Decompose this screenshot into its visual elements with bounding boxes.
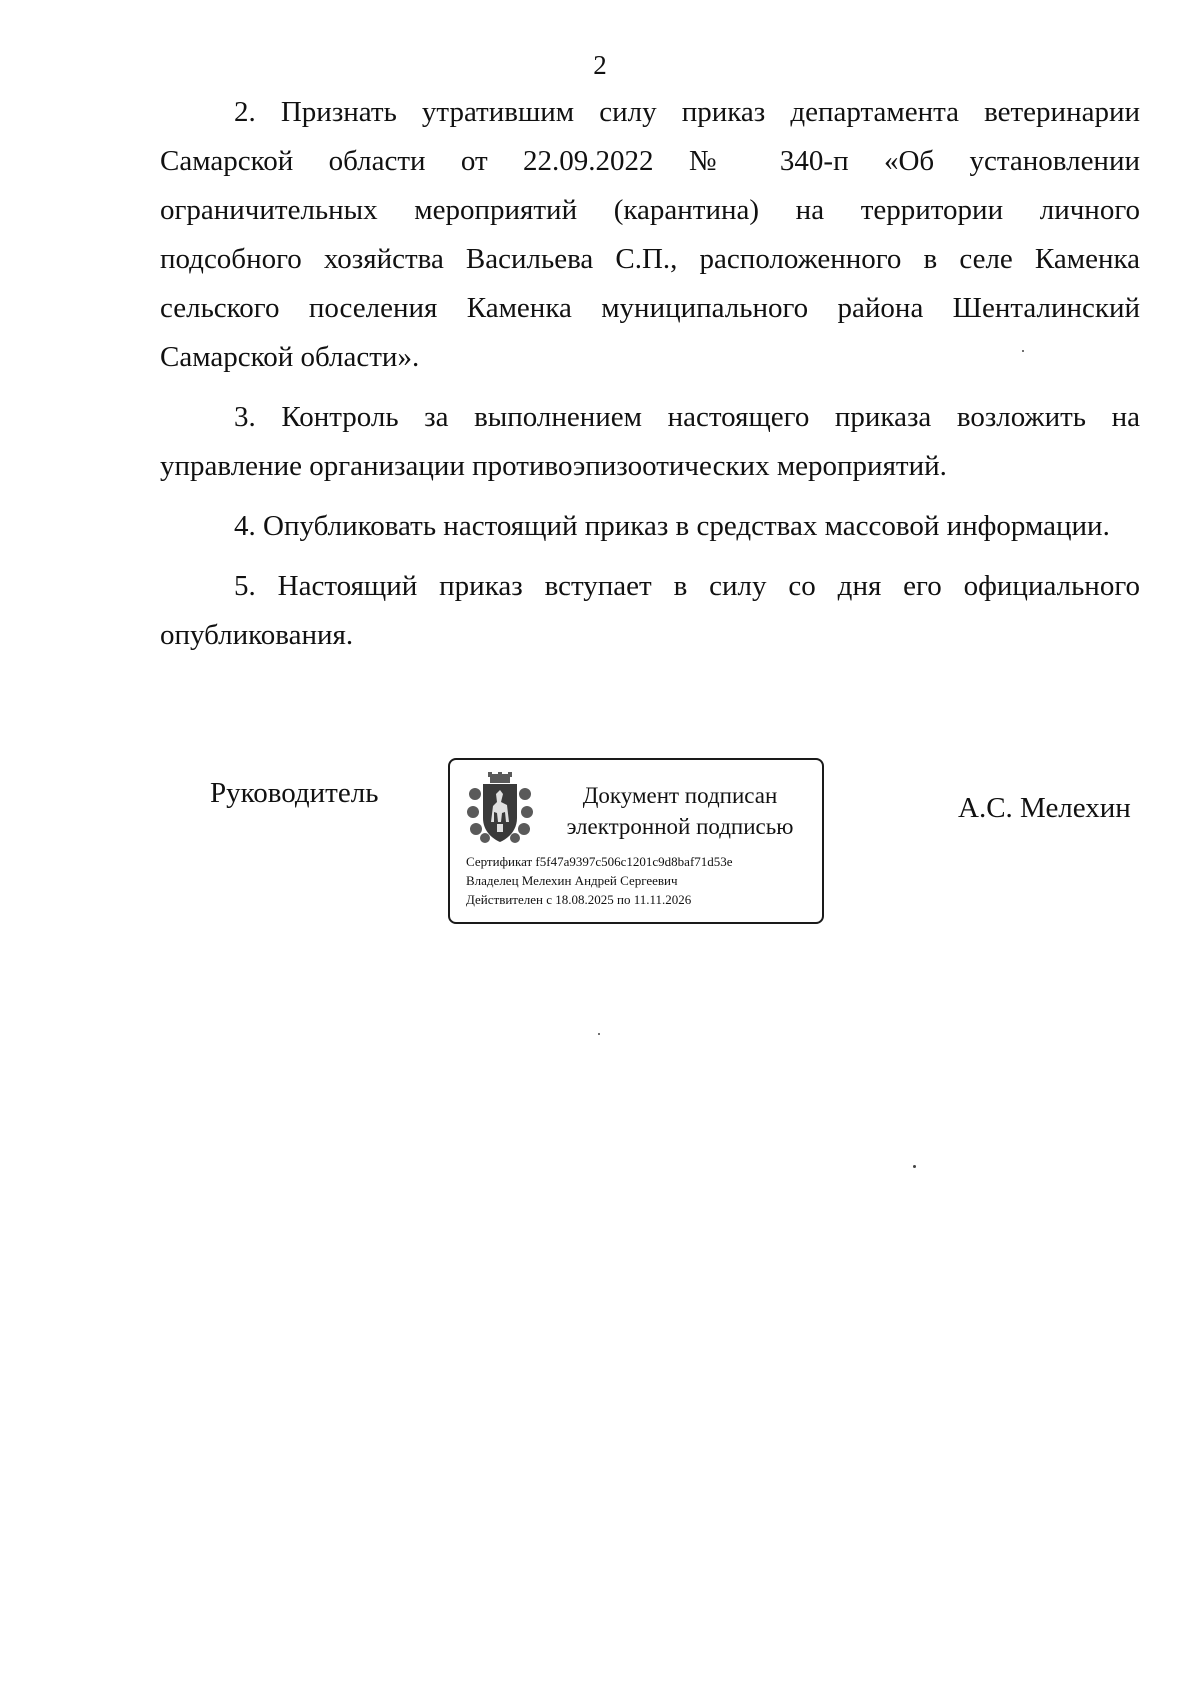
signer-name: А.С. Мелехин [958,792,1131,824]
stamp-details [466,852,816,909]
electronic-signature-stamp [448,758,824,924]
certificate-validity: Действителен с 18.08.2025 по 11.11.2026 [466,892,692,907]
signer-position: Руководитель [210,777,379,809]
stamp-heading-line2: электронной подписью [566,814,794,839]
certificate-number: Сертификат f5f47a9397c506c1201c9d8baf71d53e [466,854,733,869]
stamp-heading-line1: Документ подписан [582,783,778,808]
paragraph-3: 3. Контроль за выполнением настоящего приказа возложить на управление организации противоэпизоотических мероприятий. [160,401,1140,482]
paragraph-5: 5. Настоящий приказ вступает в силу со дня его официального опубликования. [160,570,1140,651]
scan-speck [1022,350,1024,352]
document-body [160,88,1140,671]
scan-speck [913,1165,916,1168]
paragraph-4: 4. Опубликовать настоящий приказ в средствах массовой информации. [234,510,1110,542]
paragraph-2: 2. Признать утратившим силу приказ департамента ветеринарии Самарской области от 22.09.2022 № 340-п «Об установлении ограничительных мероприятий (карантина) на территории личного подсобного хозяйства Васильева С.П., расположенного в селе Каменка сельского поселения Каменка муниципального района Шенталинский Самарской области». [160,96,1140,373]
certificate-owner: Владелец Мелехин Андрей Сергеевич [466,873,678,888]
samara-coat-of-arms-icon [467,772,533,846]
stamp-heading [546,780,814,842]
page-number: 2 [593,50,607,80]
scan-speck [598,1033,600,1035]
